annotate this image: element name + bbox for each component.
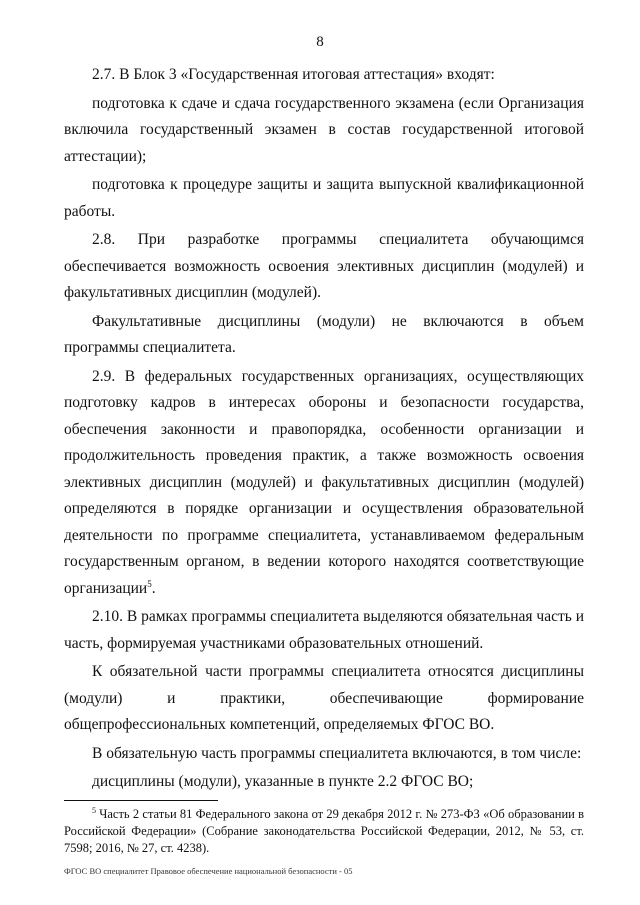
footnote-text: Часть 2 статьи 81 Федерального закона от 29 декабря 2012 г. № 273-ФЗ «Об образовании в Российской Федерации» (Собрание законодательства Российской Федерации, 2012, № 53, ст. 7598; 2016, № 27, ст. 4238). — [64, 807, 584, 855]
paragraph: подготовка к сдаче и сдача государственного экзамена (если Организация включила государственный экзамен в состав государственной итоговой аттестации); — [64, 94, 584, 165]
paragraph: 2.8. При разработке программы специалитета обучающимся обеспечивается возможность освоения элективных дисциплин (модулей) и факультативных дисциплин (модулей). — [64, 231, 584, 301]
paragraph: В обязательную часть программы специалитета включаются, в том числе: — [92, 744, 582, 762]
paragraph: К обязательной части программы специалитета относятся дисциплины (модули) и практики, обеспечивающие формирование общепрофессиональных компетенций, определяемых ФГОС ВО. — [64, 663, 584, 733]
footnote-marker: 5 — [92, 805, 96, 815]
paragraph: 2.10. В рамках программы специалитета выделяются обязательная часть и часть, формируемая участниками образовательных отношений. — [64, 608, 584, 652]
footnote-reference: 5 — [147, 578, 152, 589]
paragraph: 2.7. В Блок 3 «Государственная итоговая аттестация» входят: — [92, 66, 495, 83]
page-footer: ФГОС ВО специалитет Правовое обеспечение национальной безопасности - 05 — [64, 866, 353, 876]
footnote — [64, 806, 584, 857]
paragraph: дисциплины (модули), указанные в пункте 2.2 ФГОС ВО; — [92, 773, 474, 790]
paragraph-with-footnote: 2.9. В федеральных государственных организациях, осуществляющих подготовку кадров в интересах обороны и безопасности государства, обеспечения законности и правопорядка, особенности организации и продолжительность проведения практик, а также возможность освоения элективных дисциплин (модулей) и факультативных дисциплин (модулей) определяются в порядке организации и осуществления образовательной деятельности по программе специалитета, устанавливаемом федеральным государственным органом, в ведении которого находятся соответствующие организации$^5$. — [64, 367, 584, 597]
page-number: 8 — [316, 34, 324, 50]
footnote-divider — [64, 800, 218, 801]
paragraph-text: 2.9. В федеральных государственных организациях, осуществляющих подготовку кадров в интересах обороны и безопасности государства, обеспечения законности и правопорядка, особенности организации и продолжительность проведения практик, а также возможность освоения элективных дисциплин (модулей) и факультативных дисциплин (модулей) определяются в порядке организации и осуществления образовательной деятельности по программе специалитета, устанавливаемом федеральным государственным органом, в ведении которого находятся соответствующие организации — [64, 367, 584, 597]
body-text — [64, 62, 584, 798]
paragraph: Факультативные дисциплины (модули) не включаются в объем программы специалитета. — [64, 312, 584, 356]
paragraph: подготовка к процедуре защиты и защита выпускной квалификационной работы. — [64, 176, 584, 220]
